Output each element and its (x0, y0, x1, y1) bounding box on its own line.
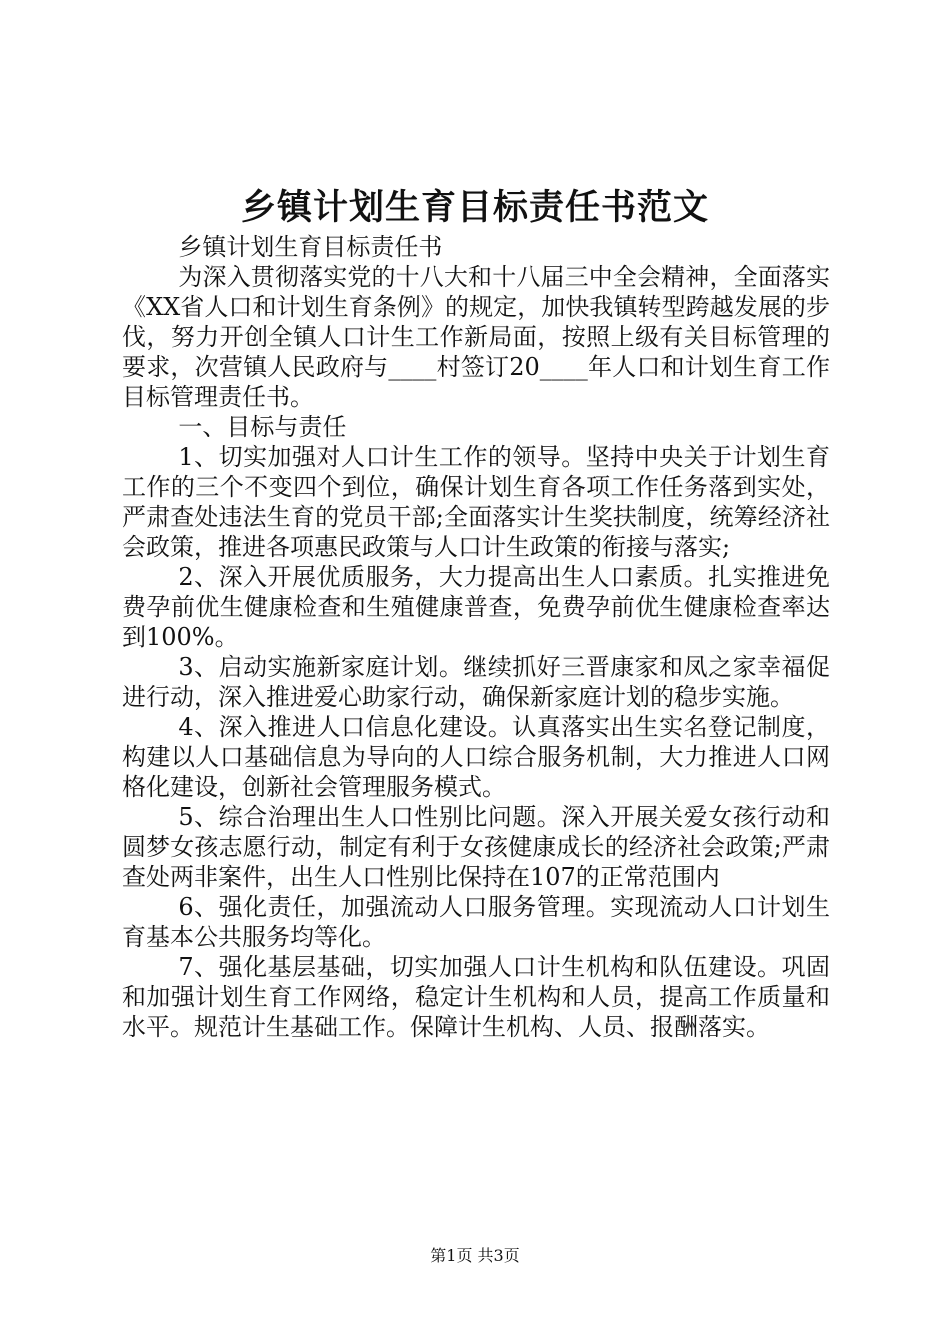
paragraph-item-6: 6、强化责任，加强流动人口服务管理。实现流动人口计划生育基本公共服务均等化。 (122, 893, 830, 951)
paragraph-item-7: 7、强化基层基础，切实加强人口计生机构和队伍建设。巩固和加强计划生育工作网络，稳定计生机构和人员，提高工作质量和水平。规范计生基础工作。保障计生机构、人员、报酬落实。 (122, 953, 830, 1041)
page-number-footer: 第1页 共3页 (430, 1246, 520, 1265)
paragraph-item-4: 4、深入推进人口信息化建设。认真落实出生实名登记制度，构建以人口基础信息为导向的人口综合服务机制，大力推进人口网格化建设，创新社会管理服务模式。 (122, 713, 830, 801)
paragraph-item-5: 5、综合治理出生人口性别比问题。深入开展关爱女孩行动和圆梦女孩志愿行动，制定有利于女孩健康成长的经济社会政策;严肃查处两非案件，出生人口性别比保持在107的正常范围内 (122, 803, 830, 891)
paragraph-item-3: 3、启动实施新家庭计划。继续抓好三晋康家和凤之家幸福促进行动，深入推进爱心助家行动，确保新家庭计划的稳步实施。 (122, 653, 830, 711)
paragraph-item-1: 1、切实加强对人口计生工作的领导。坚持中央关于计划生育工作的三个不变四个到位，确保计划生育各项工作任务落到实处，严肃查处违法生育的党员干部;全面落实计生奖扶制度，统筹经济社会政策，推进各项惠民政策与人口计生政策的衔接与落实; (122, 443, 830, 561)
section-heading-goals: 一、目标与责任 (178, 413, 347, 441)
document-title: 乡镇计划生育目标责任书范文 (240, 187, 709, 228)
document-body (122, 232, 830, 1042)
paragraph-intro: 为深入贯彻落实党的十八大和十八届三中全会精神，全面落实《XX省人口和计划生育条例》的规定，加快我镇转型跨越发展的步伐，努力开创全镇人口计生工作新局面，按照上级有关目标管理的要求，次营镇人民政府与____村签订20____年人口和计划生育工作目标管理责任书。 (122, 263, 830, 411)
paragraph-item-2: 2、深入开展优质服务，大力提高出生人口素质。扎实推进免费孕前优生健康检查和生殖健康普查，免费孕前优生健康检查率达到100%。 (122, 563, 830, 651)
paragraph-subtitle: 乡镇计划生育目标责任书 (178, 233, 443, 261)
